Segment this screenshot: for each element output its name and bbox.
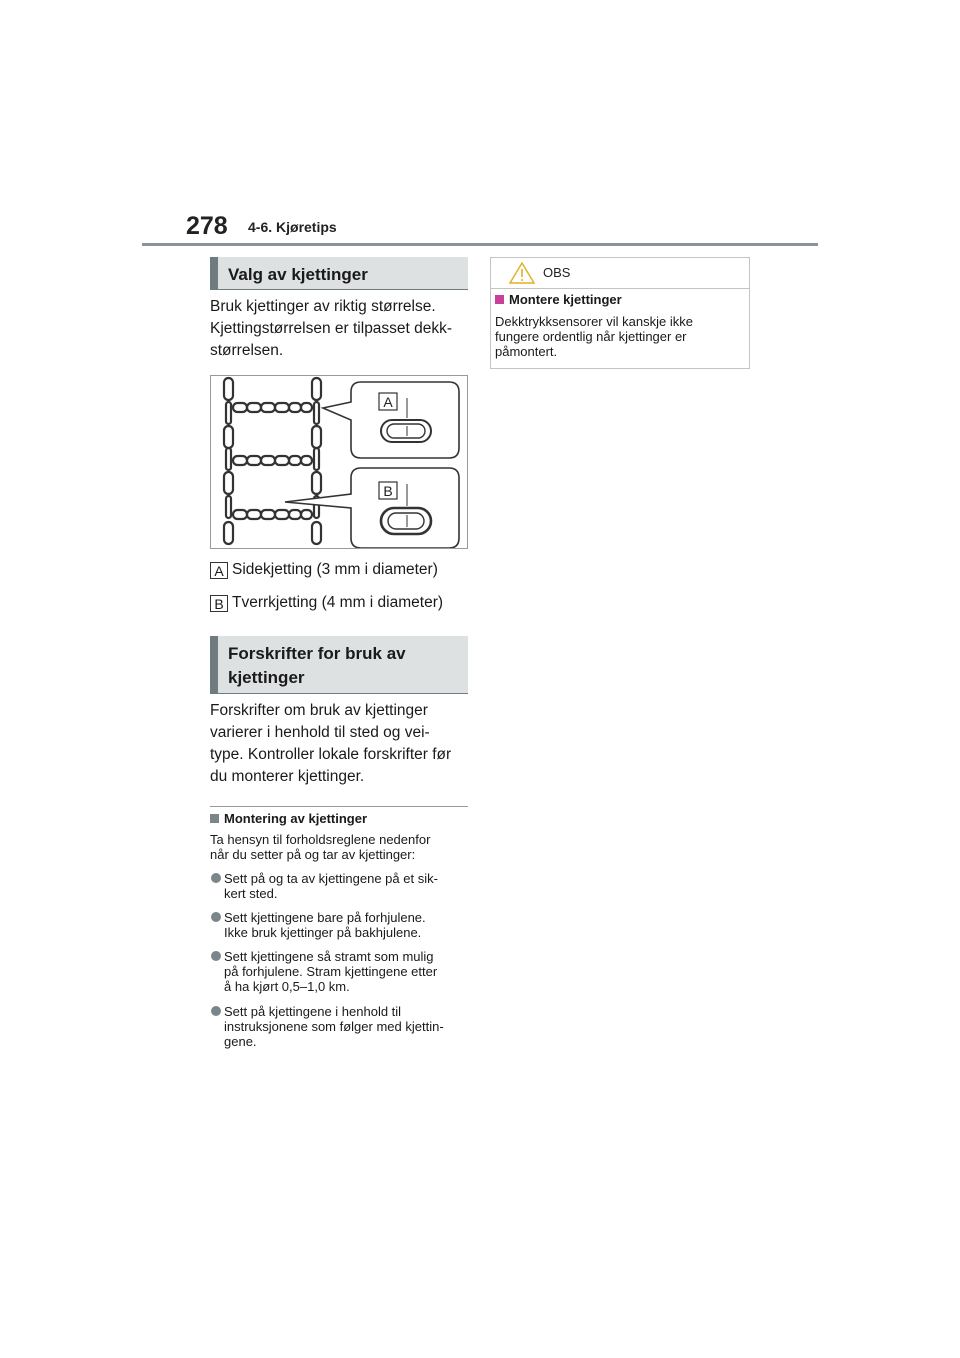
caution-line: Dekktrykksensorer vil kanskje ikke <box>495 314 693 329</box>
caution-line: påmontert. <box>495 344 558 359</box>
cross-chain-bottom <box>233 510 312 519</box>
label-cross-chain <box>210 592 443 614</box>
caution-line: fungere ordentlig når kjettinger er <box>495 329 687 344</box>
list-item <box>210 910 472 940</box>
square-bullet-icon <box>210 814 219 823</box>
caution-header <box>491 258 749 289</box>
intro-line: varierer i henhold til sted og vei- <box>210 724 430 741</box>
label-text-b: Tverrkjetting (4 mm i diameter) <box>232 594 444 611</box>
intro-line: Forskrifter om bruk av kjettinger <box>210 702 428 719</box>
subsection-title <box>210 811 367 826</box>
bullet-line: Ikke bruk kjettinger på bakhjulene. <box>224 925 422 940</box>
heading-line: kjettinger <box>228 668 305 687</box>
intro-line: Ta hensyn til forholdsreglene nedenfor <box>210 832 431 847</box>
subsection-title-text: Montering av kjettinger <box>224 811 368 826</box>
caution-text <box>495 314 745 359</box>
bullet-line: å ha kjørt 0,5–1,0 km. <box>224 979 350 994</box>
caution-subtitle <box>495 292 622 307</box>
chain-diagram-svg <box>211 376 467 548</box>
bullet-line: Sett på og ta av kjettingene på et sik- <box>224 871 438 886</box>
bullet-line: Sett kjettingene bare på forhjulene. <box>224 910 426 925</box>
subsection-rule <box>210 806 468 807</box>
cross-chain-top <box>233 403 312 412</box>
header-rule <box>142 243 818 246</box>
intro-line: Kjettingstørrelsen er tilpasset dekk- <box>210 320 453 337</box>
warning-triangle-icon <box>509 262 535 284</box>
bullet-dot-icon <box>211 912 221 922</box>
bullet-line: Sett kjettingene så stramt som mulig <box>224 949 434 964</box>
cross-chain-middle <box>233 456 312 465</box>
label-letter-b: B <box>210 595 228 612</box>
label-letter-a: A <box>210 562 228 579</box>
list-item <box>210 871 472 901</box>
label-text-a: Sidekjetting (3 mm i diameter) <box>232 561 438 578</box>
caution-title: OBS <box>543 265 571 280</box>
section-heading-chain-selection: Valg av kjettinger <box>210 257 468 290</box>
bullet-line: kert sted. <box>224 886 278 901</box>
intro-line: du monterer kjettinger. <box>210 768 365 785</box>
bullet-line: på forhjulene. Stram kjettingene etter <box>224 964 438 979</box>
section-label: 4-6. Kjøretips <box>248 219 337 235</box>
right-side-chain <box>312 378 321 544</box>
callout-a-label: A <box>383 394 393 410</box>
bullet-dot-icon <box>211 1006 221 1016</box>
intro-line: når du setter på og tar av kjettinger: <box>210 847 416 862</box>
page-number: 278 <box>186 212 228 240</box>
section1-intro <box>210 296 472 362</box>
bullet-line: instruksjonene som følger med kjettin- <box>224 1019 444 1034</box>
bullet-dot-icon <box>211 951 221 961</box>
left-side-chain <box>224 378 233 544</box>
intro-line: Bruk kjettinger av riktig størrelse. <box>210 298 436 315</box>
chain-illustration <box>210 375 468 549</box>
intro-line: størrelsen. <box>210 342 284 359</box>
subsection-intro <box>210 832 472 862</box>
section-heading-regulations <box>210 636 468 694</box>
square-bullet-icon <box>495 295 504 304</box>
list-item <box>210 1004 472 1049</box>
bullet-dot-icon <box>211 873 221 883</box>
heading-line: Forskrifter for bruk av <box>228 644 406 663</box>
list-item <box>210 949 472 994</box>
section2-intro <box>210 700 472 788</box>
label-side-chain <box>210 559 438 581</box>
callout-b-label: B <box>383 483 393 499</box>
bullet-line: gene. <box>224 1034 257 1049</box>
caution-box <box>490 257 750 369</box>
bullet-line: Sett på kjettingene i henhold til <box>224 1004 402 1019</box>
intro-line: type. Kontroller lokale forskrifter før <box>210 746 452 763</box>
caution-subtitle-text: Montere kjettinger <box>509 292 622 307</box>
